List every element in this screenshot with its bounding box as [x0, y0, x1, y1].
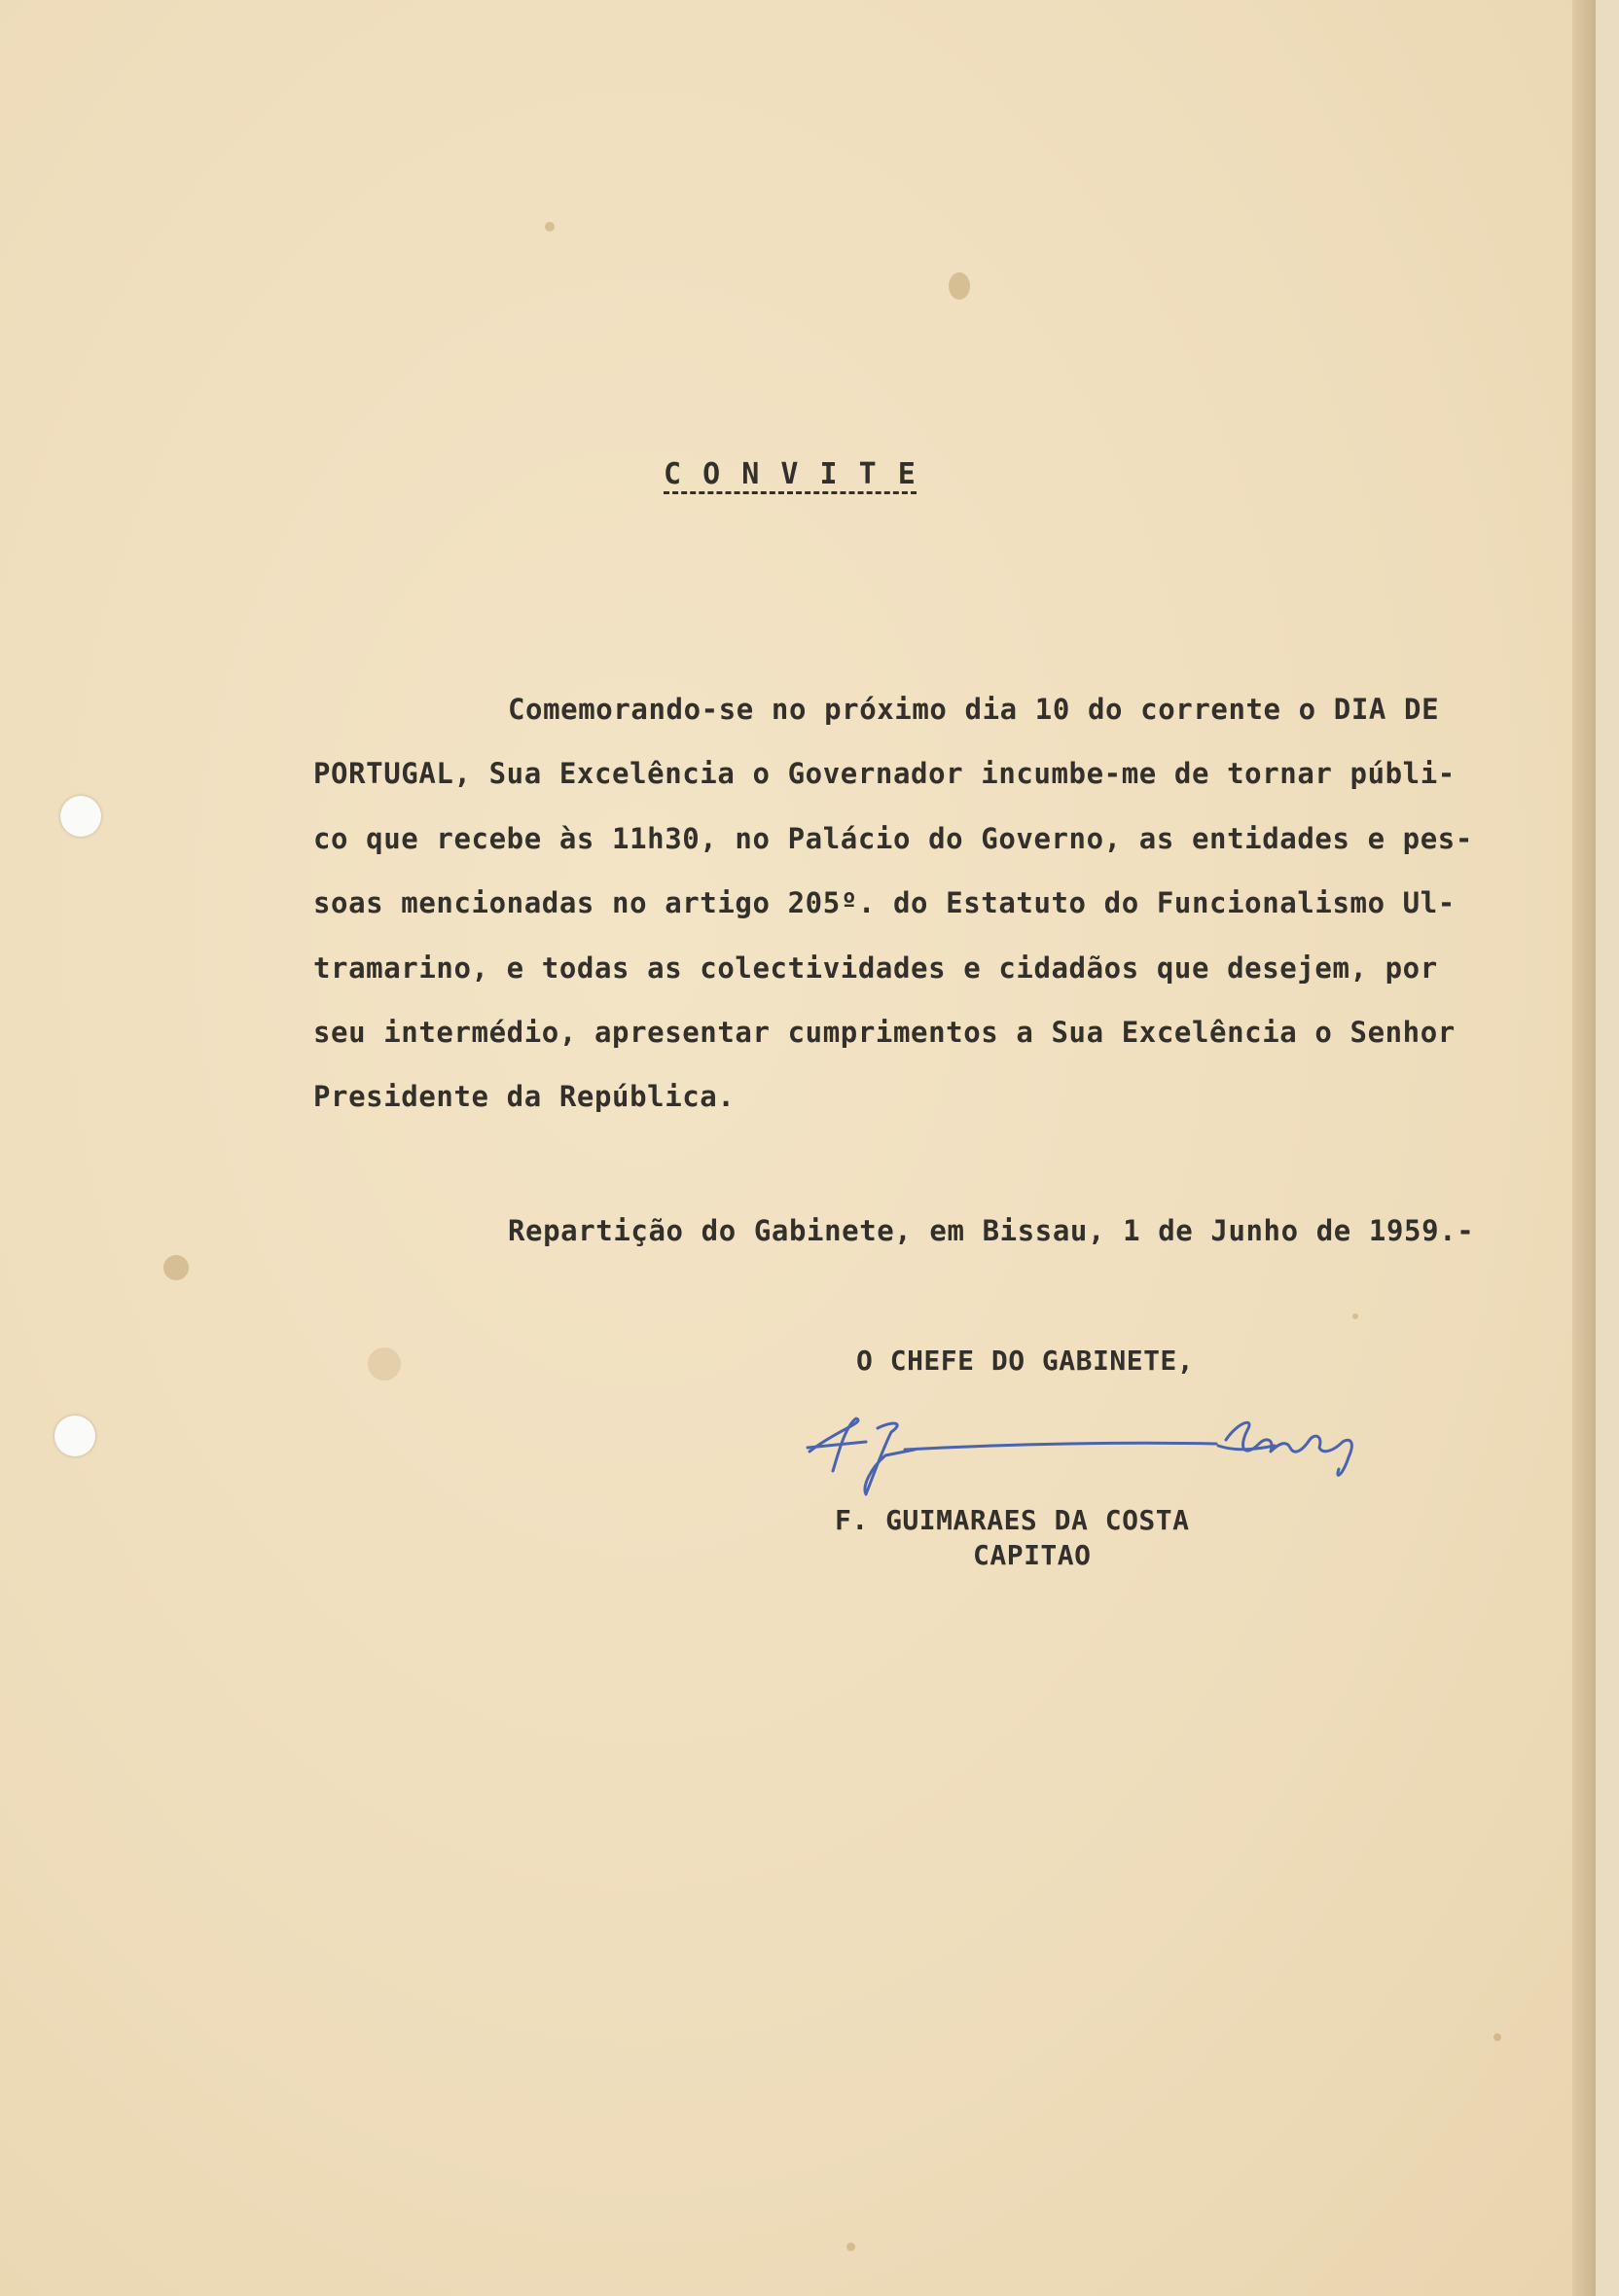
body-line-6: seu intermédio, apresentar cumprimentos a Sua Excelência o Senhor	[313, 1016, 1456, 1049]
body-line-1: Comemorando-se no próximo dia 10 do corrente o DIA DE	[508, 693, 1440, 726]
handwritten-signature	[798, 1401, 1421, 1498]
paper-edge	[1572, 0, 1596, 2296]
punch-hole-bottom	[54, 1416, 95, 1456]
signatory-name: F. GUIMARAES DA COSTA	[835, 1504, 1190, 1536]
foxing-stain	[949, 272, 970, 300]
body-line-2: PORTUGAL, Sua Excelência o Governador incumbe-me de tornar públi-	[313, 757, 1456, 790]
body-line-4: soas mencionadas no artigo 205º. do Estatuto do Funcionalismo Ul-	[313, 886, 1456, 919]
foxing-stain	[545, 222, 555, 232]
foxing-stain	[368, 1347, 401, 1381]
foxing-stain	[163, 1255, 189, 1280]
foxing-stain	[1352, 1313, 1358, 1319]
foxing-stain	[846, 2242, 855, 2251]
body-line-5: tramarino, e todas as colectividades e cidadãos que desejem, por	[313, 951, 1438, 985]
signatory-role: O CHEFE DO GABINETE,	[856, 1345, 1195, 1377]
dateline: Repartição do Gabinete, em Bissau, 1 de Junho de 1959.-	[508, 1214, 1475, 1247]
foxing-stain	[1493, 2033, 1501, 2041]
signatory-rank: CAPITAO	[973, 1539, 1092, 1571]
body-line-7: Presidente da República.	[313, 1080, 736, 1113]
document-title: C O N V I T E	[664, 457, 917, 491]
body-line-3: co que recebe às 11h30, no Palácio do Governo, as entidades e pes-	[313, 822, 1473, 855]
punch-hole-top	[60, 796, 101, 837]
